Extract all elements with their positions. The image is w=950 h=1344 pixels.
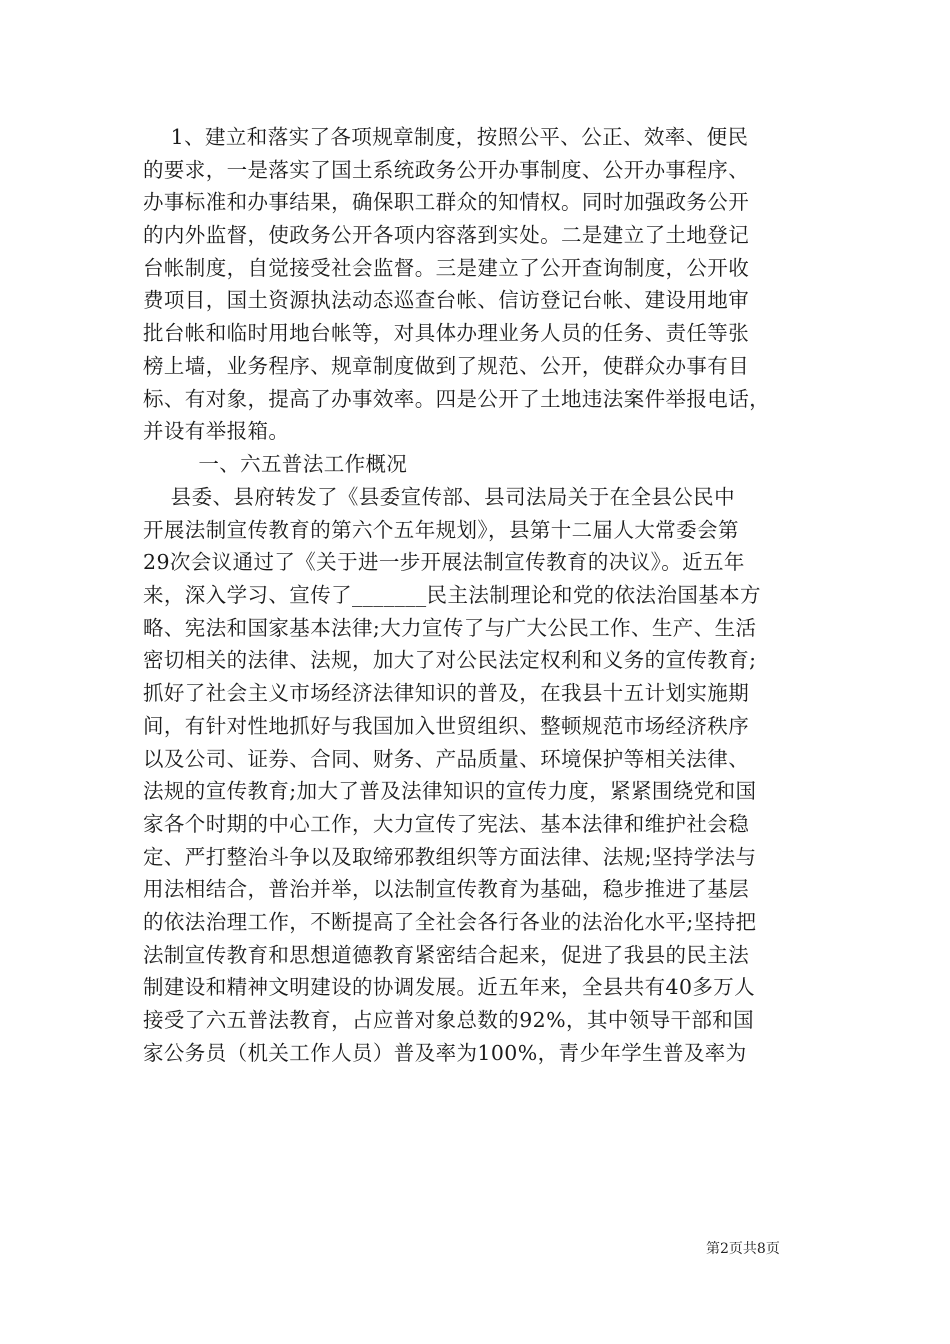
section-heading-text: 一、六五普法工作概况 <box>143 452 408 476</box>
text-line: 制建设和精神文明建设的协调发展。近五年来，全县共有40多万人 <box>143 975 756 1000</box>
text-line: 抓好了社会主义市场经济法律知识的普及，在我县十五计划实施期 <box>143 681 750 706</box>
text-line: 的依法治理工作，不断提高了全社会各行各业的法治化水平;坚持把 <box>143 909 757 934</box>
text-line: 的要求，一是落实了国土系统政务公开办事制度、公开办事程序、 <box>143 157 750 182</box>
text-line: 的内外监督，使政务公开各项内容落到实处。二是建立了土地登记 <box>143 223 750 248</box>
text-line: 家公务员（机关工作人员）普及率为100%，青少年学生普及率为 <box>143 1040 747 1065</box>
text-line: 略、宪法和国家基本法律;大力宣传了与广大公民工作、生产、生活 <box>143 615 757 640</box>
text-line: 标、有对象，提高了办事效率。四是公开了土地违法案件举报电话， <box>143 386 770 411</box>
text-line: 法制宣传教育和思想道德教育紧密结合起来，促进了我县的民主法 <box>143 942 750 967</box>
text-line: 县委、县府转发了《县委宣传部、县司法局关于在全县公民中 <box>143 485 735 509</box>
text-line: 定、严打整治斗争以及取缔邪教组织等方面法律、法规;坚持学法与 <box>143 844 757 869</box>
text-line: 家各个时期的中心工作，大力宣传了宪法、基本法律和维护社会稳 <box>143 811 750 836</box>
paragraph-legal-education <box>143 481 813 1069</box>
text-line: 办事标准和办事结果，确保职工群众的知情权。同时加强政务公开 <box>143 190 750 215</box>
text-line: 1、建立和落实了各项规章制度，按照公平、公正、效率、便民 <box>143 125 749 149</box>
text-line: 法规的宣传教育;加大了普及法律知识的宣传力度，紧紧围绕党和国 <box>143 779 757 804</box>
section-heading <box>143 448 813 481</box>
text-line: 来，深入学习、宣传了_______民主法制理论和党的依法治国基本方 <box>143 583 761 608</box>
text-line: 密切相关的法律、法规，加大了对公民法定权利和义务的宣传教育; <box>143 648 757 673</box>
text-line: 29次会议通过了《关于进一步开展法制宣传教育的决议》。近五年 <box>143 550 745 575</box>
text-line: 榜上墙，业务程序、规章制度做到了规范、公开，使群众办事有目 <box>143 353 750 378</box>
text-line: 以及公司、证券、合同、财务、产品质量、环境保护等相关法律、 <box>143 746 750 771</box>
text-line: 接受了六五普法教育，占应普对象总数的92%，其中领导干部和国 <box>143 1008 755 1032</box>
text-line: 批台帐和临时用地台帐等，对具体办理业务人员的任务、责任等张 <box>143 321 750 346</box>
page-number-footer: 第2页共8页 <box>706 1241 780 1257</box>
text-line: 间，有针对性地抓好与我国加入世贸组织、整顿规范市场经济秩序 <box>143 713 750 738</box>
text-line: 台帐制度，自觉接受社会监督。三是建立了公开查询制度，公开收 <box>143 255 750 280</box>
text-line: 用法相结合，普治并举，以法制宣传教育为基础，稳步推进了基层 <box>143 877 750 902</box>
text-line: 开展法制宣传教育的第六个五年规划》，县第十二届人大常委会第 <box>143 517 739 542</box>
text-line: 费项目，国土资源执法动态巡查台帐、信访登记台帐、建设用地审 <box>143 288 750 313</box>
text-line: 并设有举报箱。 <box>143 419 290 444</box>
paragraph-regulations <box>143 121 813 448</box>
